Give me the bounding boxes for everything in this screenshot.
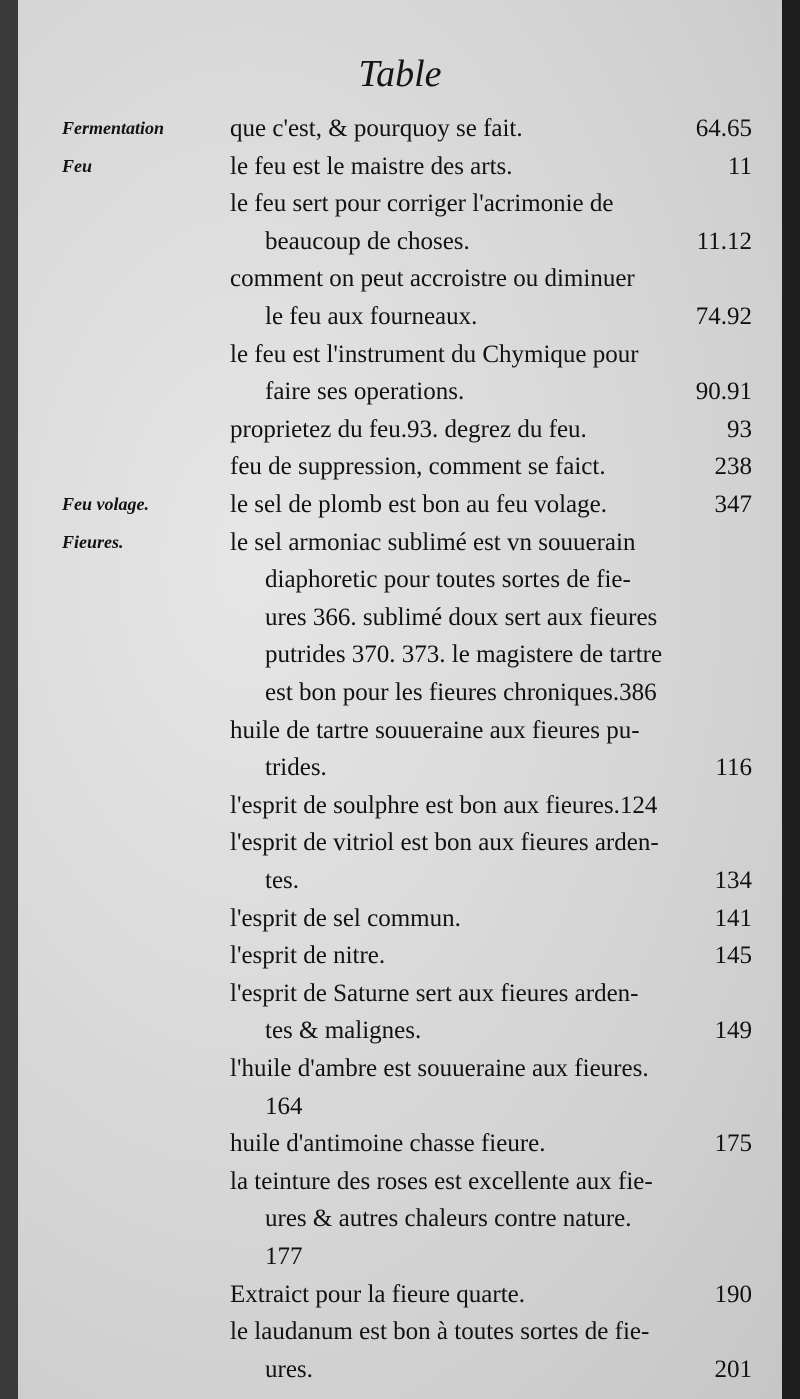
index-entry-text: que c'est, & pourquoy se fait. bbox=[230, 115, 523, 142]
page-title: Table bbox=[358, 53, 442, 95]
index-line bbox=[0, 1200, 800, 1237]
index-page-number: 190 bbox=[714, 1280, 752, 1308]
index-entry-text: l'esprit de nitre. bbox=[230, 942, 386, 970]
index-entry-text: 164 bbox=[265, 1092, 303, 1120]
index-line bbox=[0, 524, 800, 561]
index-line bbox=[0, 900, 800, 937]
index-entry-text: le feu aux fourneaux. bbox=[265, 303, 478, 330]
index-line bbox=[0, 599, 800, 636]
index-page-number: 238 bbox=[714, 453, 752, 481]
index-line bbox=[0, 787, 800, 824]
index-page-number: 201 bbox=[714, 1355, 752, 1383]
index-category: Fermentation bbox=[62, 118, 165, 138]
index-entry-text: l'esprit de vitriol est bon aux fieures arden- bbox=[230, 829, 659, 857]
index-entry-text: 177 bbox=[265, 1243, 303, 1270]
index-category: Fieures. bbox=[62, 531, 124, 552]
index-entry-text: la teinture des roses est excellente aux fie- bbox=[230, 1167, 653, 1195]
index-line bbox=[0, 1050, 800, 1087]
index-line bbox=[0, 1012, 800, 1049]
index-entry-text: diaphoretic pour toutes sortes de fie- bbox=[265, 566, 631, 594]
index-page-number: 145 bbox=[714, 942, 752, 970]
index-page-number: 347 bbox=[714, 491, 752, 518]
index-line bbox=[0, 110, 800, 147]
index-line bbox=[0, 1276, 800, 1313]
index-line bbox=[0, 1088, 800, 1125]
index-entry-text: huile d'antimoine chasse fieure. bbox=[230, 1130, 546, 1158]
index-entry-text: ures & autres chaleurs contre nature. bbox=[265, 1205, 632, 1233]
index-entry-text: comment on peut accroistre ou diminuer bbox=[230, 265, 635, 293]
index-entry-text: le feu est le maistre des arts. bbox=[230, 152, 513, 180]
index-line bbox=[0, 1351, 800, 1388]
index-page-number: 90.91 bbox=[695, 378, 752, 406]
index-entry-text: ures 366. sublimé doux sert aux fieures bbox=[265, 603, 658, 631]
index-line bbox=[0, 148, 800, 185]
index-line bbox=[0, 448, 800, 485]
index-line bbox=[0, 1238, 800, 1275]
index-line bbox=[0, 223, 800, 260]
index-line bbox=[0, 636, 800, 673]
index-page-number: 116 bbox=[715, 754, 752, 782]
index-line bbox=[0, 373, 800, 410]
index-entry-text: le laudanum est bon à toutes sortes de fie- bbox=[230, 1318, 650, 1346]
index-entry-text: trides. bbox=[265, 754, 327, 782]
index-page-number: 93 bbox=[727, 415, 752, 443]
index-line bbox=[0, 486, 800, 523]
index-line bbox=[0, 674, 800, 711]
index-entry-text: l'esprit de Saturne sert aux fieures arden- bbox=[230, 979, 639, 1007]
index-category: Feu bbox=[62, 155, 93, 176]
index-line bbox=[0, 712, 800, 749]
index-page-number: 74.92 bbox=[695, 303, 752, 330]
index-line bbox=[0, 260, 800, 297]
index-line bbox=[0, 411, 800, 448]
index-page-number: 11.12 bbox=[696, 227, 752, 255]
index-page-number: 149 bbox=[714, 1017, 752, 1045]
index-entry-text: l'huile d'ambre est souueraine aux fieures. bbox=[230, 1055, 649, 1082]
index-page-number: 64.65 bbox=[695, 115, 752, 142]
index-entry-text: tes & malignes. bbox=[265, 1017, 422, 1045]
index-entry-text: beaucoup de choses. bbox=[265, 227, 470, 255]
index-entry-text: l'esprit de sel commun. bbox=[230, 904, 461, 932]
index-entry-text: le feu sert pour corriger l'acrimonie de bbox=[230, 190, 614, 218]
index-line bbox=[0, 1163, 800, 1200]
index-line bbox=[0, 185, 800, 222]
index-page-number: 141 bbox=[714, 904, 752, 932]
index-entry-text: proprietez du feu.93. degrez du feu. bbox=[230, 415, 587, 443]
index-entry-text: Extraict pour la fieure quarte. bbox=[230, 1280, 525, 1308]
index-line bbox=[0, 561, 800, 598]
index-entry-text: le sel de plomb est bon au feu volage. bbox=[230, 491, 607, 518]
index-category: Feu volage. bbox=[62, 494, 149, 514]
index-entry-text: l'esprit de soulphre est bon aux fieures.124 bbox=[230, 791, 658, 819]
index-entry-text: le feu est l'instrument du Chymique pour bbox=[230, 340, 639, 368]
index-page-number: 11 bbox=[727, 152, 752, 180]
index-line bbox=[0, 937, 800, 974]
index-line bbox=[0, 824, 800, 861]
index-entry-text: huile de tartre souueraine aux fieures pu- bbox=[230, 716, 640, 744]
index-line bbox=[0, 975, 800, 1012]
index-page-number: 175 bbox=[714, 1130, 752, 1158]
index-line bbox=[0, 862, 800, 899]
index-line bbox=[0, 336, 800, 373]
index-entry-text: est bon pour les fieures chroniques.386 bbox=[265, 679, 657, 706]
index-entry-text: le sel armoniac sublimé est vn souuerain bbox=[230, 528, 636, 556]
index-line bbox=[0, 1313, 800, 1350]
index-entry-text: putrides 370. 373. le magistere de tartre bbox=[265, 641, 663, 669]
index-entry-text: feu de suppression, comment se faict. bbox=[230, 453, 606, 481]
index-page-number: 134 bbox=[714, 867, 752, 894]
index-line bbox=[0, 749, 800, 786]
index-entry-text: ures. bbox=[265, 1355, 313, 1383]
index-entry-text: tes. bbox=[265, 867, 300, 894]
index-line bbox=[0, 1125, 800, 1162]
index-line bbox=[0, 298, 800, 335]
index-entry-text: faire ses operations. bbox=[265, 378, 465, 406]
